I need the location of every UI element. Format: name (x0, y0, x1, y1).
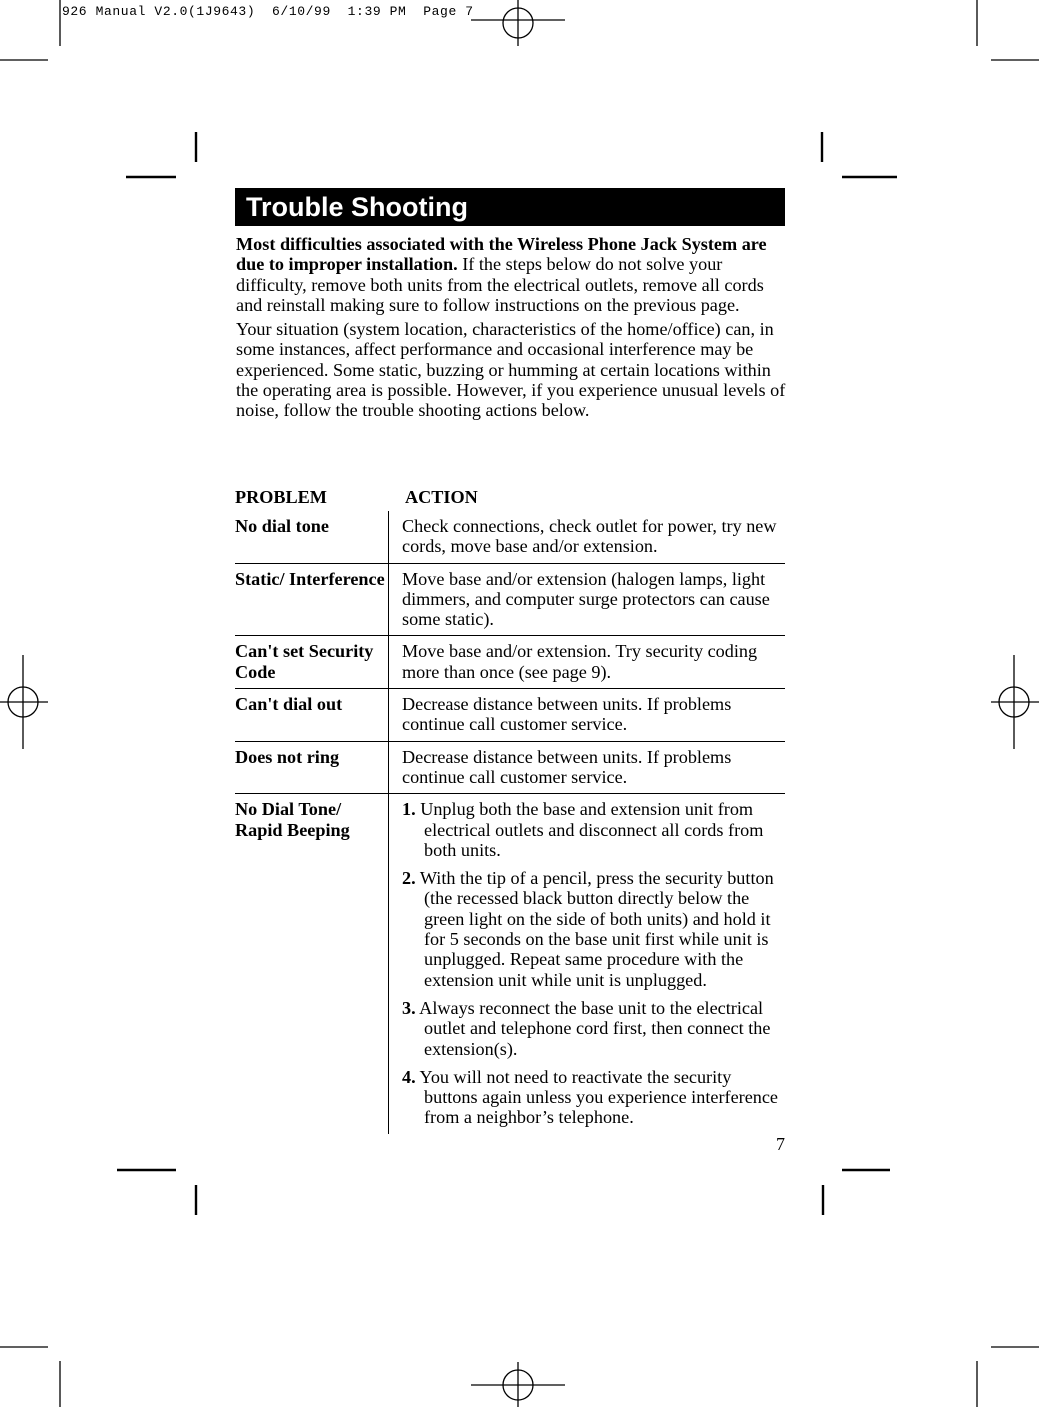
problem-cell: No Dial Tone/ Rapid Beeping (235, 799, 350, 840)
troubleshooting-table (235, 486, 785, 1134)
table-row (235, 636, 785, 689)
column-header-problem: PROBLEM (235, 487, 327, 507)
column-header-action: ACTION (405, 487, 478, 507)
problem-cell: Can't set Security Code (235, 641, 374, 682)
section-title: Trouble Shooting (246, 192, 468, 222)
intro-bold-lead: Most difficulties associated with the Wireless Phone Jack System are due to improper installation. (236, 234, 767, 275)
action-cell: Decrease distance between units. If problems continue call customer service. (388, 689, 785, 741)
problem-cell: Can't dial out (235, 694, 343, 715)
problem-cell: No dial tone (235, 516, 329, 536)
step-item (402, 799, 785, 860)
intro-text (236, 234, 786, 421)
action-cell-steps (388, 794, 785, 1133)
action-cell: Check connections, check outlet for power, try new cords, move base and/or extension. (388, 511, 785, 563)
print-slug: 926 Manual V2.0(1J9643) 6/10/99 1:39 PM Page 7 (62, 4, 474, 19)
section-header-bar (235, 188, 785, 226)
step-item (402, 998, 785, 1059)
step-item (402, 868, 785, 990)
step-text: You will not need to reactivate the security buttons again unless you experience interference from a neighbor’s telephone. (415, 1066, 779, 1128)
table-row (235, 794, 785, 1133)
page-number: 7 (776, 1134, 785, 1154)
table-row (235, 564, 785, 637)
step-number: 2. (402, 868, 416, 889)
intro-paragraph-2: Your situation (system location, characteristics of the home/office) can, in some instances, affect performance and occasional interference may be experienced. Some static, buzzing or humming at certain locations within the operating area is possible. However, if you experience unusual levels of noise, follow the trouble shooting actions below. (236, 319, 786, 421)
action-cell: Move base and/or extension (halogen lamps, light dimmers, and computer surge protectors can cause some static). (388, 564, 785, 636)
step-text: Unplug both the base and extension unit from electrical outlets and disconnect all cords from both units. (415, 799, 764, 860)
problem-cell: Static/ Interference (235, 568, 385, 589)
action-cell: Decrease distance between units. If problems continue call customer service. (388, 742, 785, 794)
step-number: 3. (402, 997, 416, 1018)
problem-cell: Does not ring (235, 746, 340, 767)
table-row (235, 511, 785, 564)
step-text: With the tip of a pencil, press the security button (the recessed black button directly below the green light on the side of both units) and hold it for 5 seconds on the base unit first while unit is unplugged. Repeat same procedure with the extension unit while unit is unplugged. (415, 868, 774, 990)
step-item (402, 1067, 785, 1128)
step-number: 1. (402, 799, 416, 820)
table-row (235, 689, 785, 742)
step-number: 4. (402, 1066, 416, 1087)
step-text: Always reconnect the base unit to the electrical outlet and telephone cord first, then connect the extension(s). (415, 997, 771, 1059)
table-row (235, 742, 785, 795)
intro-paragraph-1 (236, 234, 786, 315)
table-header (235, 486, 785, 511)
intro-paragraph-1-rest: If the steps below do not solve your difficulty, remove both units from the electrical outlets, remove all cords and reinstall making sure to follow instructions on the previous page. (236, 254, 764, 315)
action-cell: Move base and/or extension. Try security coding more than once (see page 9). (388, 636, 785, 688)
